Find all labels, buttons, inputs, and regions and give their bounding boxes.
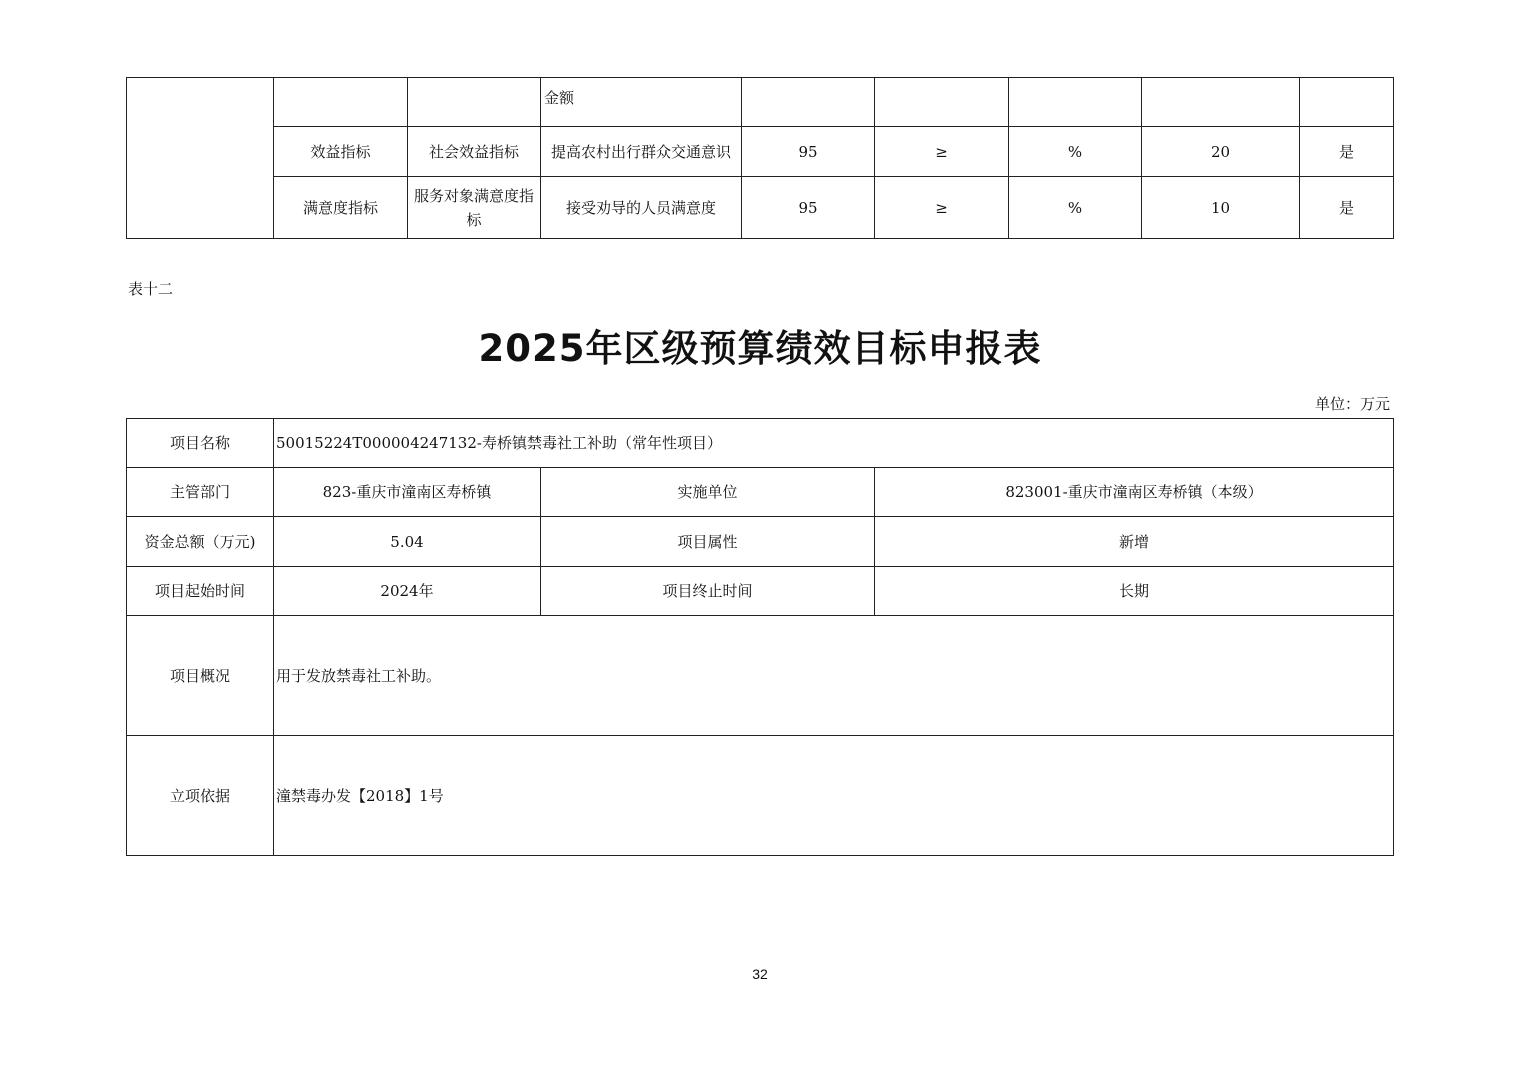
start-label: 项目起始时间 bbox=[127, 567, 274, 616]
page-title: 2025年区级预算绩效目标申报表 bbox=[478, 327, 1042, 370]
table-row bbox=[127, 736, 1394, 856]
table-cell: 金额 bbox=[541, 78, 742, 127]
table-cell: 社会效益指标 bbox=[408, 127, 541, 177]
table-cell: ≥ bbox=[875, 177, 1009, 239]
dept-label: 主管部门 bbox=[127, 468, 274, 517]
indicator-table-continued bbox=[126, 77, 1394, 239]
impl-value: 823001-重庆市潼南区寿桥镇（本级） bbox=[875, 468, 1394, 517]
table-cell bbox=[1300, 78, 1394, 127]
table-cell: 10 bbox=[1142, 177, 1300, 239]
table-cell bbox=[408, 78, 541, 127]
table-cell: 提高农村出行群众交通意识 bbox=[541, 127, 742, 177]
table-cell bbox=[875, 78, 1009, 127]
page-number: 32 bbox=[752, 966, 768, 982]
table-cell: 是 bbox=[1300, 177, 1394, 239]
dept-value: 823-重庆市潼南区寿桥镇 bbox=[274, 468, 541, 517]
table-cell: 接受劝导的人员满意度 bbox=[541, 177, 742, 239]
table-row bbox=[127, 78, 1394, 127]
table-cell: 20 bbox=[1142, 127, 1300, 177]
table-cell: 95 bbox=[742, 177, 875, 239]
fund-value: 5.04 bbox=[274, 517, 541, 567]
table-row bbox=[127, 419, 1394, 468]
overview-value: 用于发放禁毒社工补助。 bbox=[274, 616, 1394, 736]
table-row bbox=[127, 127, 1394, 177]
table-cell bbox=[742, 78, 875, 127]
table-row bbox=[127, 616, 1394, 736]
basis-label: 立项依据 bbox=[127, 736, 274, 856]
budget-target-table bbox=[126, 418, 1394, 856]
end-value: 长期 bbox=[875, 567, 1394, 616]
table-row bbox=[127, 468, 1394, 517]
table-cell: % bbox=[1009, 177, 1142, 239]
table-cell: 满意度指标 bbox=[274, 177, 408, 239]
project-name-label: 项目名称 bbox=[127, 419, 274, 468]
table-cell: 效益指标 bbox=[274, 127, 408, 177]
table-number-label: 表十二 bbox=[128, 280, 174, 298]
basis-value: 潼禁毒办发【2018】1号 bbox=[274, 736, 1394, 856]
table-cell bbox=[1142, 78, 1300, 127]
project-name-value: 50015224T000004247132-寿桥镇禁毒社工补助（常年性项目） bbox=[274, 419, 1394, 468]
impl-label: 实施单位 bbox=[541, 468, 875, 517]
unit-label: 单位：万元 bbox=[1314, 395, 1390, 413]
table-cell: 95 bbox=[742, 127, 875, 177]
table-row bbox=[127, 177, 1394, 239]
table-cell bbox=[274, 78, 408, 127]
table-cell: 是 bbox=[1300, 127, 1394, 177]
table-cell bbox=[1009, 78, 1142, 127]
attr-label: 项目属性 bbox=[541, 517, 875, 567]
attr-value: 新增 bbox=[875, 517, 1394, 567]
table-cell: ≥ bbox=[875, 127, 1009, 177]
table-row bbox=[127, 517, 1394, 567]
overview-label: 项目概况 bbox=[127, 616, 274, 736]
end-label: 项目终止时间 bbox=[541, 567, 875, 616]
table-row bbox=[127, 567, 1394, 616]
fund-label: 资金总额（万元) bbox=[127, 517, 274, 567]
merged-cell bbox=[127, 78, 274, 239]
start-value: 2024年 bbox=[274, 567, 541, 616]
table-cell: 服务对象满意度指标 bbox=[408, 177, 541, 239]
table-cell: % bbox=[1009, 127, 1142, 177]
